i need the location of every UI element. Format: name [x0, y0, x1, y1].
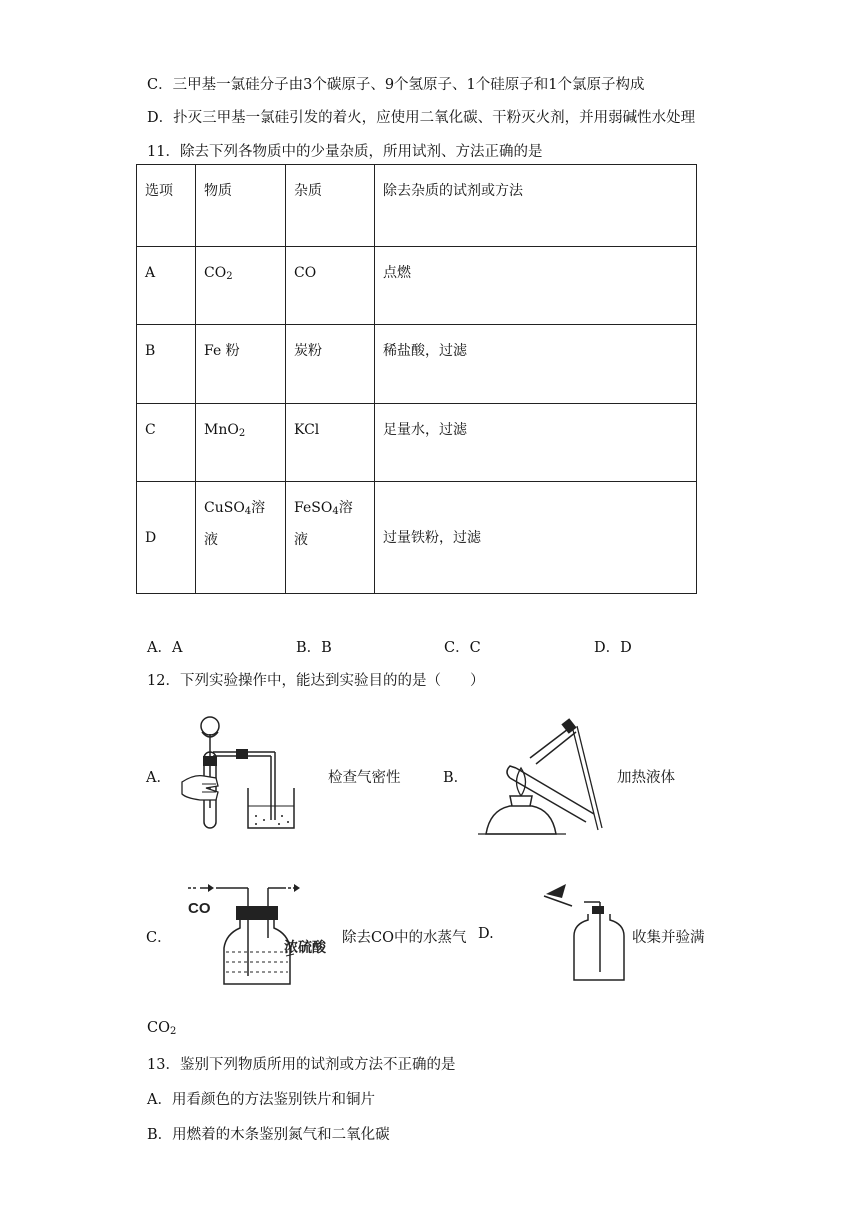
q12-label-c: C．	[146, 930, 172, 946]
q11-stem: 11．除去下列各物质中的少量杂质，所用试剂、方法正确的是	[147, 144, 543, 160]
cell-method: 过量铁粉，过滤	[375, 482, 697, 594]
table-row	[137, 247, 697, 325]
cell-option: B	[137, 325, 196, 404]
header-substance: 物质	[196, 165, 286, 247]
q12-stem: 12．下列实验操作中，能达到实验目的的是（ ）	[147, 673, 485, 689]
table-row	[137, 404, 697, 482]
cell-option: D	[137, 482, 196, 594]
cell-substance: Fe 粉	[196, 325, 286, 404]
cell-substance: MnO$_2$	[196, 404, 286, 482]
header-impurity: 杂质	[286, 165, 375, 247]
cell-substance: $CO_2$	[196, 247, 286, 325]
q12-label-b: B．	[443, 770, 469, 786]
cell-option: C	[137, 404, 196, 482]
q11-choice-c: C．C	[444, 640, 481, 656]
q13-option-b: B．用燃着的木条鉴别氮气和二氧化碳	[147, 1127, 390, 1143]
cell-method: 足量水，过滤	[375, 404, 697, 482]
q10-option-c: C．三甲基一氯硅分子由3个碳原子、9个氢原子、1个硅原子和1个氯原子构成	[147, 77, 645, 93]
cell-option: A	[137, 247, 196, 325]
q11-choice-d: D．D	[594, 640, 632, 656]
header-method: 除去杂质的试剂或方法	[375, 165, 697, 247]
header-option: 选项	[137, 165, 196, 247]
q11-table	[136, 164, 697, 594]
airtightness-check-figure	[180, 712, 300, 832]
q11-choice-a: A．A	[147, 640, 183, 656]
conc-sulfuric-acid-label: 浓硫酸	[284, 940, 326, 956]
heating-liquid-figure	[476, 718, 611, 836]
q10-option-d: D．扑灭三甲基一氯硅引发的着火，应使用二氧化碳、干粉灭火剂，并用弱碱性水处理	[147, 110, 696, 126]
cell-method: 点燃	[375, 247, 697, 325]
q13-option-a: A．用看颜色的方法鉴别铁片和铜片	[147, 1092, 375, 1108]
gas-washing-bottle-figure	[186, 880, 336, 990]
table-row	[137, 482, 697, 594]
q12-label-d: D.	[478, 926, 494, 942]
q12-caption-d-wrap: $CO_2$	[147, 1020, 177, 1037]
q12-caption-b: 加热液体	[617, 770, 675, 786]
q12-caption-d: 收集并验满	[632, 930, 705, 946]
cell-substance: CuSO$_4$溶液	[196, 482, 286, 594]
q12-caption-c: 除去CO中的水蒸气	[342, 930, 467, 946]
cell-impurity: KCl	[286, 404, 375, 482]
table-header-row	[137, 165, 697, 247]
co-label: CO	[188, 900, 211, 917]
cell-impurity: FeSO$_4$溶液	[286, 482, 375, 594]
table-row	[137, 325, 697, 404]
q13-stem: 13．鉴别下列物质所用的试剂或方法不正确的是	[147, 1057, 456, 1073]
cell-method: 稀盐酸，过滤	[375, 325, 697, 404]
q12-label-a: A．	[146, 770, 171, 786]
gas-collection-bottle-figure	[540, 880, 630, 985]
q11-choice-b: B．B	[296, 640, 332, 656]
q12-caption-a: 检查气密性	[328, 770, 401, 786]
cell-impurity: 炭粉	[286, 325, 375, 404]
cell-impurity: CO	[286, 247, 375, 325]
